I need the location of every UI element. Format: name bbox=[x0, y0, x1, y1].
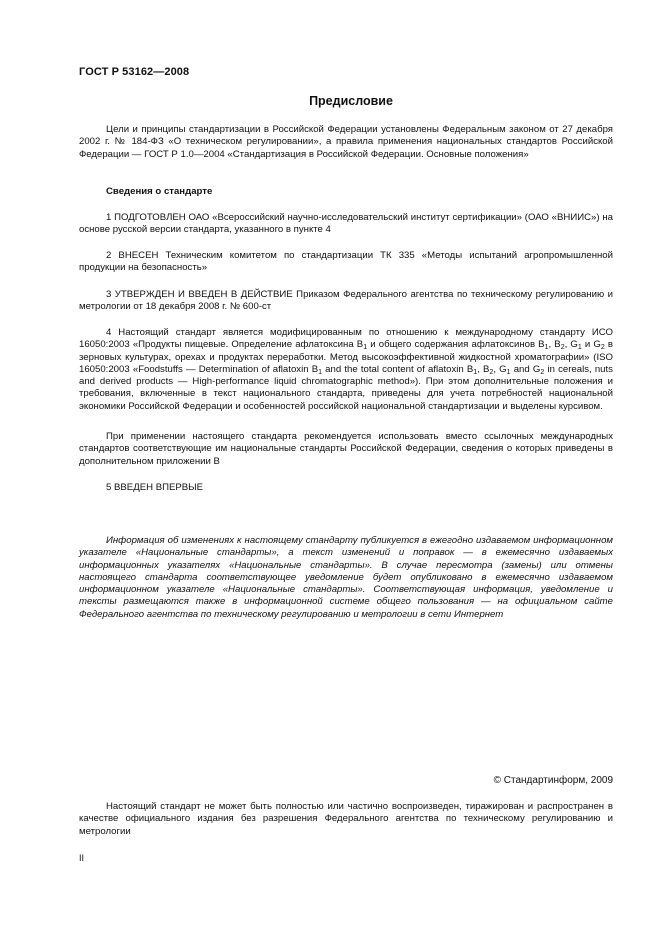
document-header-id: ГОСТ Р 53162—2008 bbox=[79, 66, 190, 78]
item-1-prepared: 1 ПОДГОТОВЛЕН ОАО «Всероссийский научно-исследовательский институт сертификации» (ОАО «ВНИИС») на основе русской версии стандарта, указанного в пункте 4 bbox=[79, 212, 613, 236]
item-4-modified-standard: 4 Настоящий стандарт является модифицированным по отношению к международному стандарту ИСО 16050:2003 «Продукты пищевые. Определение афлатоксина $B_1$ и общего содержания афлатоксинов $B_1$, $B_2$, $G_1$ и $G_2$ в зерновых культурах, орехах и продуктах переработки. Метод высокоэффективной жидкостной хроматографии» (ISO 16050:2003 «Foodstuffs — Determination of aflatoxin $B_1$ and the total content of aflatoxin $B_1$, $B_2$, $G_1$ and $G_2$ in cereals, nuts and derived products — High-performance liquid chromatographic method»). При этом дополнительные положения и требования, включенные в текст национального стандарта, приведены для учета потребностей национальной экономики Российской Федерации и особенностей российской национальной стандартизации и выделены курсивом. bbox=[79, 327, 613, 412]
item-3-approved: 3 УТВЕРЖДЕН И ВВЕДЕН В ДЕЙСТВИЕ Приказом Федерального агентства по техническому регулированию и метрологии от 18 декабря 2008 г. № 600-ст bbox=[79, 289, 613, 313]
page-title: Предисловие bbox=[309, 94, 393, 108]
intro-paragraph: Цели и принципы стандартизации в Российской Федерации установлены Федеральным законом от 27 декабря 2002 г. № 184-ФЗ «О техническом регулировании», а правила применения национальных стандартов Российской Федерации — ГОСТ Р 1.0—2004 «Стандартизация в Российской Федерации. Основные положения» bbox=[79, 124, 613, 160]
item-5-first-introduced: 5 ВВЕДЕН ВПЕРВЫЕ bbox=[106, 482, 204, 493]
page-number: II bbox=[79, 853, 85, 863]
info-notice-italic: Информация об изменениях к настоящему стандарту публикуется в ежегодно издаваемом информационном указателе «Национальные стандарты», а текст изменений и поправок — в ежемесячно издаваемых информационных указателях «Национальные стандарты». В случае пересмотра (замены) или отмены настоящего стандарта соответствующее уведомление будет опубликовано в ежемесячно издаваемом информационном указателе «Национальные стандарты». Соответствующая информация, уведомление и тексты размещаются также в информационной системе общего пользования — на официальном сайте Федерального агентства по техническому регулированию и метрологии в сети Интернет bbox=[79, 535, 613, 620]
item-4-follow-paragraph: При применении настоящего стандарта рекомендуется использовать вместо ссылочных международных стандартов соответствующие им национальные стандарты Российской Федерации, сведения о которых приведены в дополнительном приложении В bbox=[79, 431, 613, 467]
section-heading: Сведения о стандарте bbox=[106, 186, 213, 197]
footer-reproduction-notice: Настоящий стандарт не может быть полностью или частично воспроизведен, тиражирован и распространен в качестве официального издания без разрешения Федерального агентства по техническому регулированию и метрологии bbox=[79, 801, 613, 837]
copyright-line: © Стандартинформ, 2009 bbox=[493, 775, 613, 786]
item-2-introduced: 2 ВНЕСЕН Техническим комитетом по стандартизации ТК 335 «Методы испытаний агропромышленной продукции на безопасность» bbox=[79, 250, 613, 274]
